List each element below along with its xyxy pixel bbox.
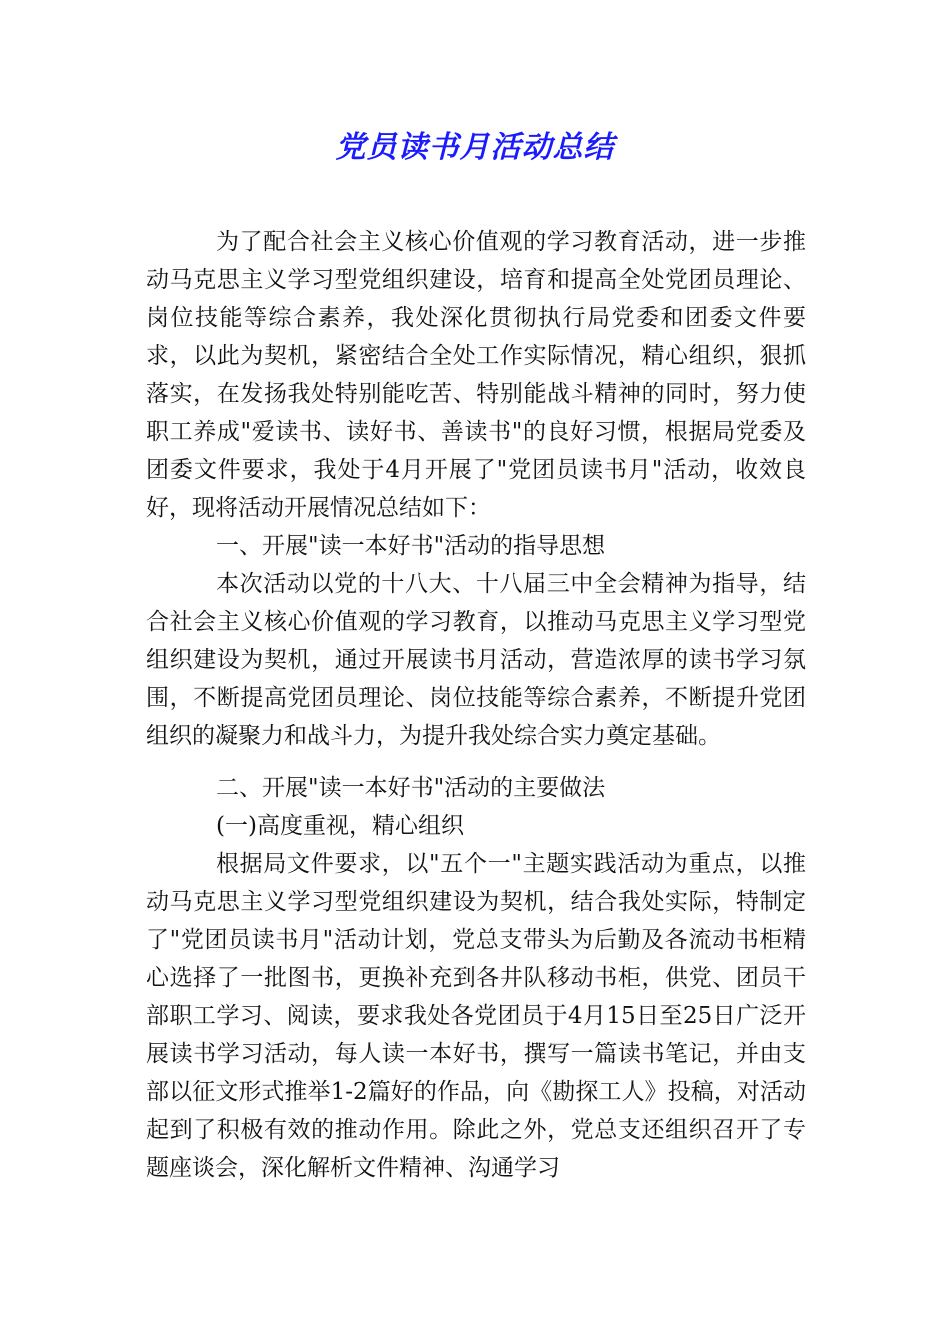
subsection-heading-organization: (一)高度重视，精心组织 <box>216 813 464 839</box>
paragraph-organization: 根据局文件要求，以"五个一"主题实践活动为重点，以推动马克思主义学习型党组织建设为契机，结合我处实际，特制定了"党团员读书月"活动计划，党总支带头为后勤及各流动书柜精心选择了一批图书，更换补充到各井队移动书柜，供党、团员干部职工学习、阅读，要求我处各党团员于4月15日至25日广泛开展读书学习活动，每人读一本好书，撰写一篇读书笔记，并由支部以征文形式推举1-2篇好的作品，向《勘探工人》投稿，对活动起到了积极有效的推动作用。除此之外，党总支还组织召开了专题座谈会，深化解析文件精神、沟通学习 <box>146 851 806 1181</box>
document-title: 党员读书月活动总结 <box>335 130 615 165</box>
section-heading-main-practices: 二、开展"读一本好书"活动的主要做法 <box>216 775 606 801</box>
section-heading-guiding-ideology: 一、开展"读一本好书"活动的指导思想 <box>216 533 606 559</box>
paragraph-guiding-ideology: 本次活动以党的十八大、十八届三中全会精神为指导，结合社会主义核心价值观的学习教育，以推动马克思主义学习型党组织建设为契机，通过开展读书月活动，营造浓厚的读书学习氛围，不断提高党团员理论、岗位技能等综合素养，不断提升党团组织的凝聚力和战斗力，为提升我处综合实力奠定基础。 <box>146 571 806 749</box>
document-body <box>146 223 806 1187</box>
paragraph-intro: 为了配合社会主义核心价值观的学习教育活动，进一步推动马克思主义学习型党组织建设，培育和提高全处党团员理论、岗位技能等综合素养，我处深化贯彻执行局党委和团委文件要求，以此为契机，紧密结合全处工作实际情况，精心组织，狠抓落实，在发扬我处特别能吃苦、特别能战斗精神的同时，努力使职工养成"爱读书、读好书、善读书"的良好习惯，根据局党委及团委文件要求，我处于4月开展了"党团员读书月"活动，收效良好，现将活动开展情况总结如下： <box>146 229 806 521</box>
